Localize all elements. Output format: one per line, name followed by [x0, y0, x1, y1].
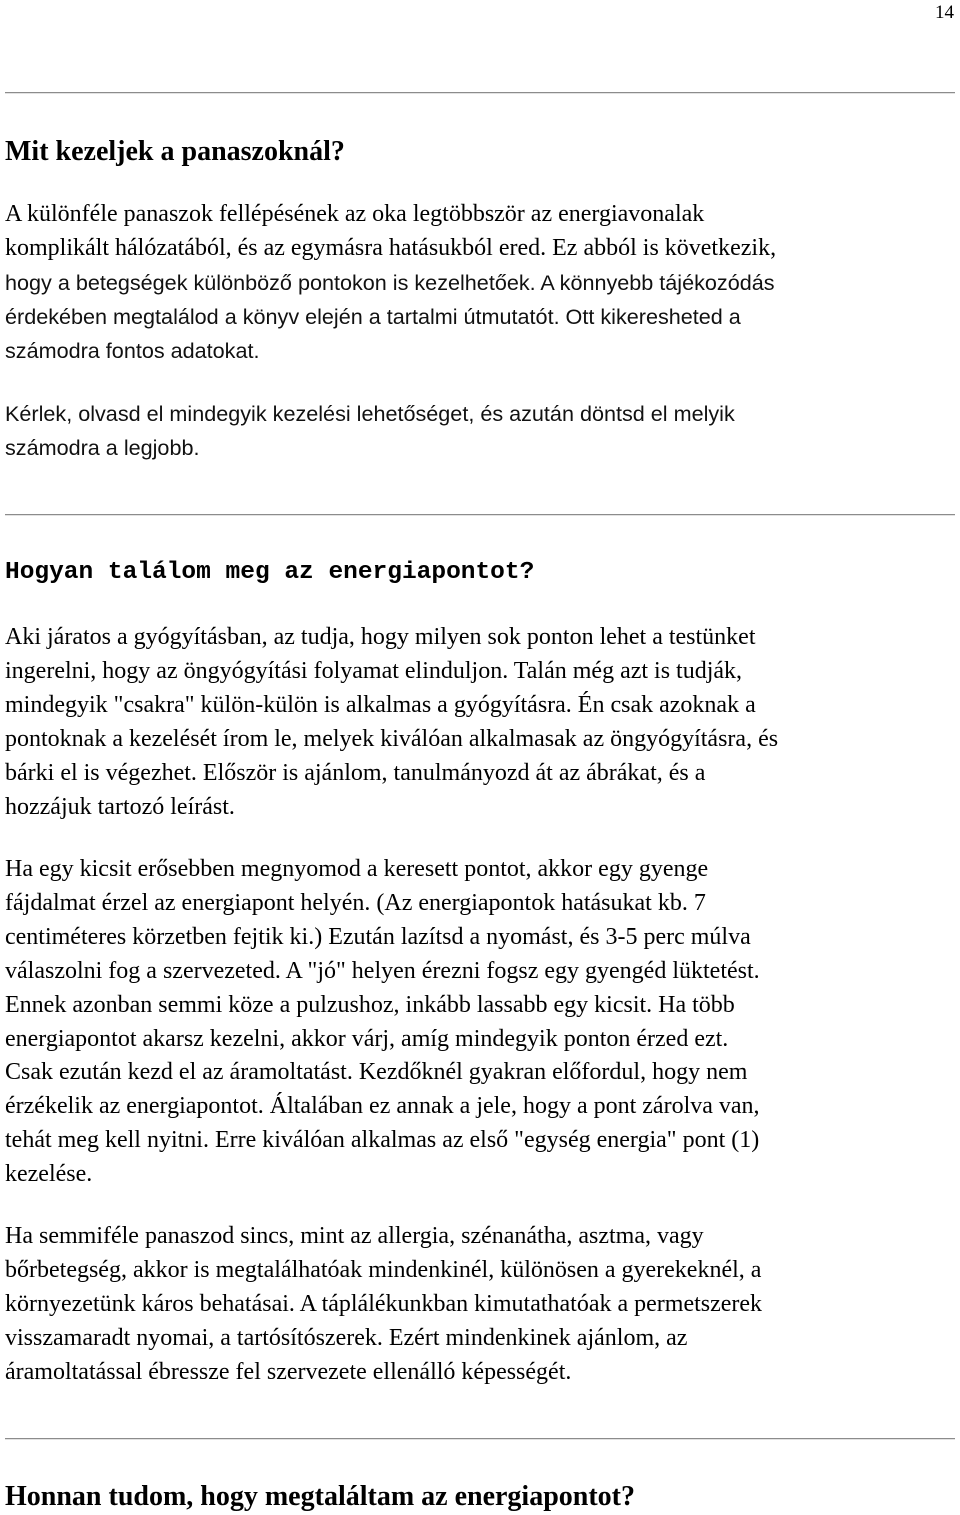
text-line: ingerelni, hogy az öngyógyítási folyamat elinduljon. Talán még azt is tudják,	[5, 657, 743, 684]
text-line: környezetünk káros behatásai. A táplálékunkban kimutathatóak a permetszerek	[5, 1290, 763, 1317]
text-line: pontoknak a kezelését írom le, melyek kiválóan alkalmasak az öngyógyításra, és	[5, 725, 779, 752]
text-line: kezelése.	[5, 1161, 93, 1188]
text-line: Csak ezután kezd el az áramoltatást. Kezdőknél gyakran előfordul, hogy nem	[5, 1059, 748, 1086]
text-line: érdekében megtalálod a könyv elején a tartalmi útmutatót. Ott kikeresheted a	[5, 303, 741, 329]
page-number: 14	[935, 2, 954, 23]
paragraph-pressing-point	[5, 853, 955, 1192]
text-line: számodra a legjobb.	[5, 434, 200, 460]
text-line: komplikált hálózatából, és az egymásra hatásukból ered. Ez abból is következik,	[5, 234, 777, 261]
text-line: Ennek azonban semmi köze a pulzushoz, inkább lassabb egy kicsit. Ha több	[5, 991, 735, 1018]
horizontal-divider	[5, 92, 955, 94]
text-line: Aki járatos a gyógyításban, az tudja, hogy milyen sok ponton lehet a testünket	[5, 624, 756, 650]
paragraph-complaints-intro	[5, 198, 955, 368]
text-line: számodra fontos adatokat.	[5, 337, 260, 363]
text-line: áramoltatással ébressze fel szervezete ellenálló képességét.	[5, 1358, 572, 1385]
text-line: mindegyik "csakra" külön-külön is alkalmas a gyógyításra. Én csak azoknak a	[5, 691, 756, 718]
text-line: A különféle panaszok fellépésének az oka legtöbbször az energiavonalak	[5, 201, 705, 227]
text-line: tehát meg kell nyitni. Erre kiválóan alkalmas az első "egység energia" pont (1)	[5, 1127, 760, 1154]
section-heading-find-point: Hogyan találom meg az energiapontot?	[5, 559, 535, 586]
text-line: Kérlek, olvasd el mindegyik kezelési lehetőséget, és azután döntsd el melyik	[5, 401, 735, 426]
text-line: válaszolni fog a szervezeted. A "jó" helyen érezni fogsz egy gyengéd lüktetést.	[5, 957, 760, 984]
text-line: bárki el is végezhet. Először is ajánlom, tanulmányozd át az ábrákat, és a	[5, 759, 706, 786]
text-line: visszamaradt nyomai, a tartósítószerek. Ezért mindenkinek ajánlom, az	[5, 1324, 688, 1351]
text-line: bőrbetegség, akkor is megtalálhatóak mindenkinél, különösen a gyerekeknél, a	[5, 1256, 762, 1283]
text-line: Ha egy kicsit erősebben megnyomod a keresett pontot, akkor egy gyenge	[5, 856, 709, 882]
paragraph-no-complaints	[5, 1220, 955, 1390]
text-line: Ha semmiféle panaszod sincs, mint az allergia, szénanátha, asztma, vagy	[5, 1223, 704, 1249]
text-line: érzékelik az energiapontot. Általában ez annak a jele, hogy a pont zárolva van,	[5, 1093, 760, 1120]
text-line: fájdalmat érzel az energiapont helyén. (Az energiapontok hatásukat kb. 7	[5, 889, 706, 916]
paragraph-read-all	[5, 397, 955, 465]
paragraph-healing-intro	[5, 621, 955, 824]
horizontal-divider	[5, 514, 955, 516]
section-heading-found-point: Honnan tudom, hogy megtaláltam az energiapontot?	[5, 1481, 635, 1512]
section-heading-complaints: Mit kezeljek a panaszoknál?	[5, 136, 345, 167]
text-line: energiapontot akarsz kezelni, akkor várj, amíg mindegyik ponton érzed ezt.	[5, 1025, 729, 1052]
text-line: hozzájuk tartozó leírást.	[5, 793, 235, 820]
text-line: centiméteres körzetben fejtik ki.) Ezután lazítsd a nyomást, és 3-5 perc múlva	[5, 923, 751, 950]
text-line: hogy a betegségek különböző pontokon is kezelhetőek. A könnyebb tájékozódás	[5, 269, 775, 295]
horizontal-divider	[5, 1438, 955, 1440]
